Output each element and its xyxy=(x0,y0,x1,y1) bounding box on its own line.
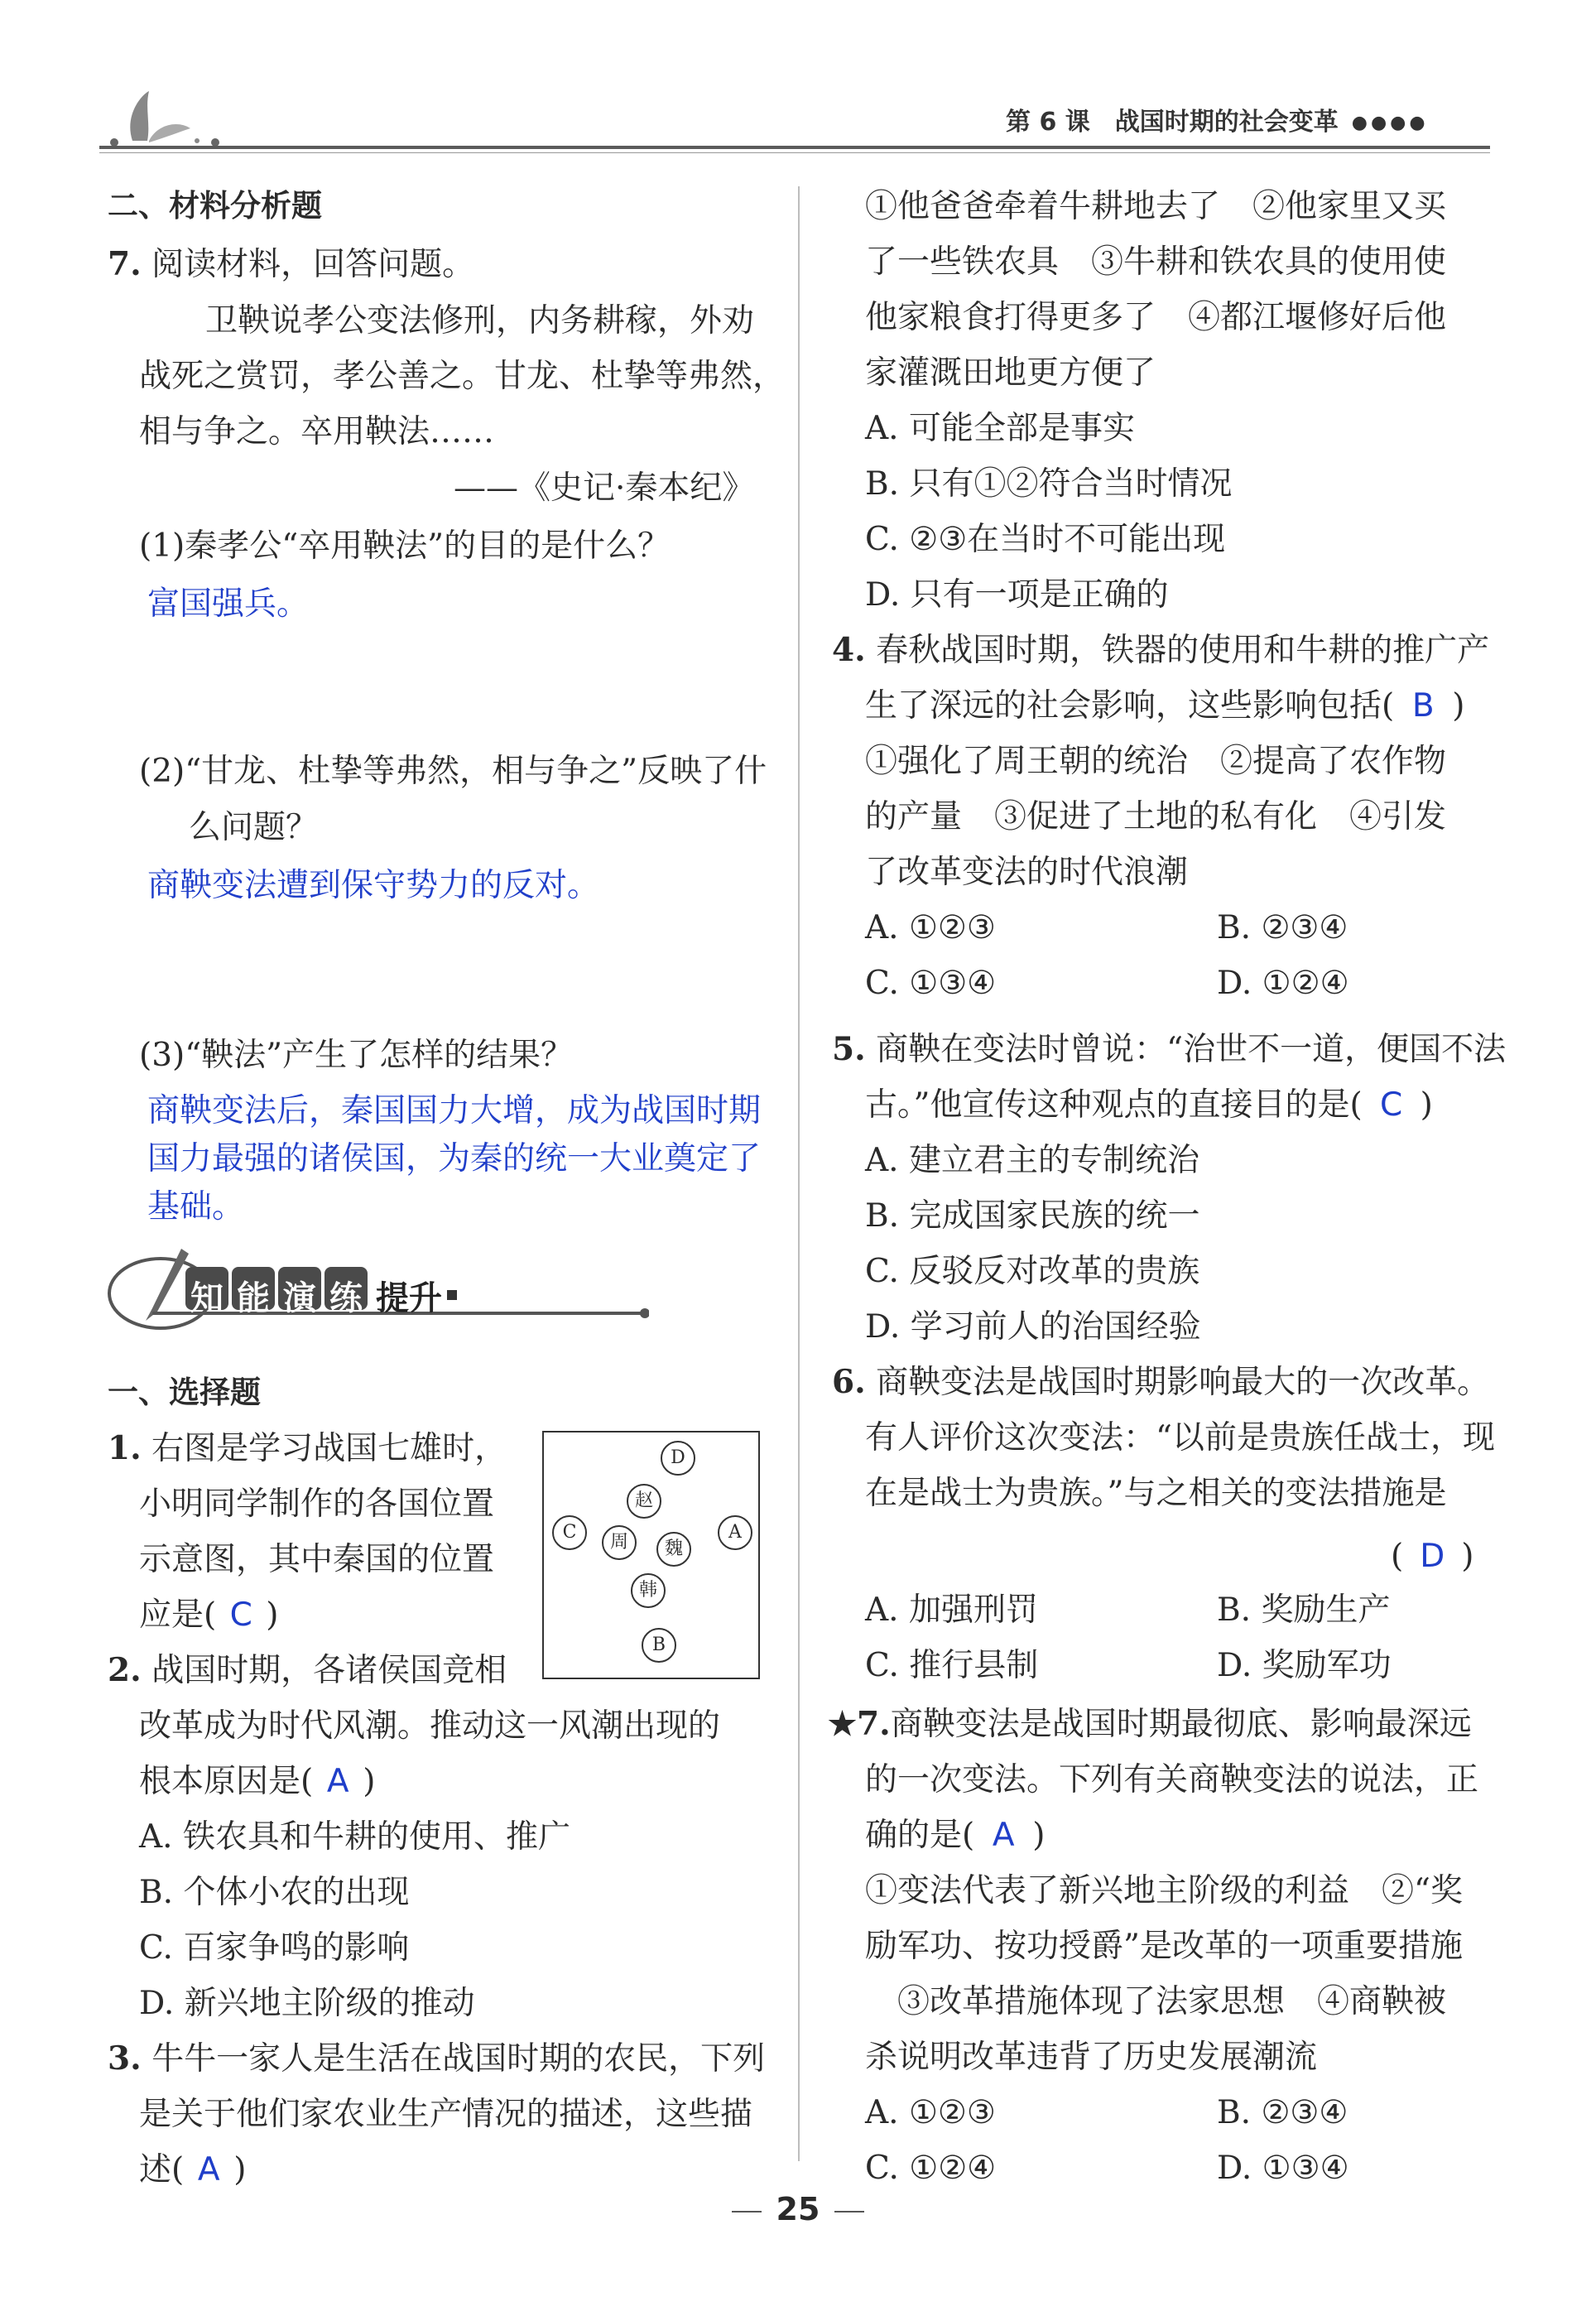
q3-number: 3. xyxy=(108,2039,142,2078)
q5-text: 古。”他宣传这种观点的直接目的是( xyxy=(865,1086,1363,1124)
q6-option-c: C. 推行县制 xyxy=(865,1647,1039,1684)
q3-line xyxy=(139,2151,247,2188)
q6-line: 有人评价这次变法：“以前是贵族任战士，现 xyxy=(865,1419,1495,1457)
page-number-text: 25 xyxy=(776,2191,820,2227)
q2-text: 根本原因是( xyxy=(139,1763,314,1800)
q1-line xyxy=(139,1596,279,1634)
q6-answer-bracket xyxy=(1391,1538,1474,1575)
q5-line xyxy=(865,1086,1433,1124)
q3-line: 是关于他们家农业生产情况的描述，这些描 xyxy=(139,2096,753,2133)
q6-open: ( xyxy=(1391,1538,1404,1575)
q7-sub2: (2)“甘龙、杜挚等弗然，相与争之”反映了什 xyxy=(139,753,767,790)
header-logo xyxy=(99,83,232,152)
q2-line: 改革成为时代风潮。推动这一风潮出现的 xyxy=(139,1707,721,1745)
q3-answer: A xyxy=(197,2151,220,2188)
q5-option: C. 反驳反对改革的贵族 xyxy=(865,1253,1200,1290)
q3-item-line: 了一些铁农具 ③牛耕和铁农具的使用使 xyxy=(865,243,1447,281)
q7b-option-b: B. ②③④ xyxy=(1217,2094,1348,2131)
q6-answer: D xyxy=(1420,1538,1445,1575)
section-material-title: 二、材料分析题 xyxy=(108,188,322,224)
q2-text: 战国时期，各诸侯国竞相 xyxy=(151,1652,507,1689)
q4-answer: B xyxy=(1411,687,1435,725)
q1-answer: C xyxy=(229,1596,252,1634)
q3-text: 牛牛一家人是生活在战国时期的农民，下列 xyxy=(151,2040,766,2078)
header-rule-thin xyxy=(99,152,1490,153)
header-dots: ●●●● xyxy=(1351,113,1429,133)
q7b-option-c: C. ①②④ xyxy=(865,2150,997,2187)
q1-line xyxy=(108,1429,507,1467)
q1-text: 右图是学习战国七雄时， xyxy=(151,1430,507,1467)
q7b-text: 确的是( xyxy=(865,1817,975,1854)
q2-line xyxy=(108,1651,507,1689)
q7-source: ——《史记·秦本纪》 xyxy=(454,469,755,507)
map-state-c: C xyxy=(552,1515,587,1550)
q2-option: D. 新兴地主阶级的推动 xyxy=(139,1985,475,2022)
section-banner xyxy=(103,1242,649,1333)
q6-close: ) xyxy=(1461,1538,1474,1575)
q7b-line xyxy=(865,1817,1046,1854)
column-divider xyxy=(798,186,800,2161)
q2-answer: A xyxy=(326,1763,349,1800)
map-state-wei: 魏 xyxy=(656,1532,691,1567)
q5-option: B. 完成国家民族的统一 xyxy=(865,1197,1200,1235)
q5-answer: C xyxy=(1380,1086,1403,1124)
q7-material-line: 卫鞅说孝公变法修刑，内务耕稼，外劝 xyxy=(205,302,755,339)
q7-answer3-line: 国力最强的诸侯国，为秦的统一大业奠定了 xyxy=(147,1140,762,1177)
banner-label-suffix: 提升 xyxy=(376,1279,442,1317)
map-state-zhou: 周 xyxy=(602,1525,637,1560)
q3-text: 述( xyxy=(139,2151,185,2188)
q7-material-line: 战死之赏罚，孝公善之。甘龙、杜挚等弗然， xyxy=(139,358,786,395)
q7b-option-a: A. ①②③ xyxy=(865,2094,996,2131)
map-state-b: B xyxy=(642,1628,676,1663)
q4-option-c: C. ①③④ xyxy=(865,965,997,1002)
q7-answer1: 富国强兵。 xyxy=(147,585,310,623)
q6-line: 在是战士为贵族。”与之相关的变法措施是 xyxy=(865,1475,1447,1512)
q5-number: 5. xyxy=(832,1030,866,1068)
q6-text: 商鞅变法是战国时期影响最大的一次改革。 xyxy=(876,1364,1490,1401)
banner-label: 知能演练 xyxy=(190,1279,376,1317)
map-state-a: A xyxy=(718,1515,752,1550)
q3-option: A. 可能全部是事实 xyxy=(865,410,1135,447)
q3-option: B. 只有①②符合当时情况 xyxy=(865,465,1233,503)
q7-sub2-cont: 么问题？ xyxy=(189,809,319,846)
q7b-item-line: ①变法代表了新兴地主阶级的利益 ②“奖 xyxy=(865,1872,1463,1909)
header-rule xyxy=(99,146,1490,149)
q3-item-line: 他家粮食打得更多了 ④都江堰修好后他 xyxy=(865,299,1447,336)
q5-option: A. 建立君主的专制统治 xyxy=(865,1142,1199,1179)
map-state-zhao: 赵 xyxy=(627,1484,661,1519)
q3-option: D. 只有一项是正确的 xyxy=(865,576,1169,614)
q5-close: ) xyxy=(1420,1086,1433,1124)
q7-text: 阅读材料，回答问题。 xyxy=(151,246,475,283)
q6-option-a: A. 加强刑罚 xyxy=(865,1591,1038,1629)
q6-number: 6. xyxy=(832,1363,866,1401)
q4-line xyxy=(865,687,1465,725)
q6-option-b: B. 奖励生产 xyxy=(1217,1591,1391,1629)
q7b-item-line: ③改革措施体现了法家思想 ④商鞅被 xyxy=(865,1983,1447,2020)
q3-item-line: 家灌溉田地更方便了 xyxy=(865,354,1156,392)
q1-text: 应是( xyxy=(139,1596,217,1634)
q5-line xyxy=(832,1030,1507,1068)
q4-text: 生了深远的社会影响，这些影响包括( xyxy=(865,687,1395,725)
q7b-close: ) xyxy=(1032,1817,1046,1854)
q7-stem xyxy=(108,245,475,283)
q1-line: 示意图，其中秦国的位置 xyxy=(139,1541,495,1578)
q4-option-a: A. ①②③ xyxy=(865,909,996,946)
q7b-line: 的一次变法。下列有关商鞅变法的说法，正 xyxy=(865,1761,1479,1798)
q2-option: B. 个体小农的出现 xyxy=(139,1874,410,1911)
q4-option-d: D. ①②④ xyxy=(1217,965,1349,1002)
warring-states-map xyxy=(542,1431,760,1679)
q4-item-line: ①强化了周王朝的统治 ②提高了农作物 xyxy=(865,743,1447,780)
q7-answer2: 商鞅变法遭到保守势力的反对。 xyxy=(147,867,600,904)
q4-close: ) xyxy=(1452,687,1465,725)
page-number xyxy=(0,2191,1596,2227)
q7-material-line: 相与争之。卒用鞅法…… xyxy=(139,413,495,450)
header-title xyxy=(1006,101,1429,137)
q7b-line xyxy=(828,1705,1472,1743)
q3-close: ) xyxy=(233,2151,247,2188)
q1-line: 小明同学制作的各国位置 xyxy=(139,1485,495,1523)
section-choice-title: 一、选择题 xyxy=(108,1375,261,1410)
q3-line xyxy=(108,2039,766,2078)
q2-option: C. 百家争鸣的影响 xyxy=(139,1929,410,1967)
q7b-item-line: 杀说明改革违背了历史发展潮流 xyxy=(865,2039,1318,2076)
q4-option-b: B. ②③④ xyxy=(1217,909,1348,946)
q6-option-d: D. 奖励军功 xyxy=(1217,1647,1392,1684)
q7b-number: ★7. xyxy=(828,1705,891,1743)
map-state-han: 韩 xyxy=(631,1573,666,1608)
q7-sub3: (3)“鞅法”产生了怎样的结果？ xyxy=(139,1037,574,1074)
q6-line xyxy=(832,1363,1490,1401)
q2-number: 2. xyxy=(108,1651,142,1689)
q2-line xyxy=(139,1765,375,1798)
q5-text: 商鞅在变法时曾说：“治世不一道，便国不法 xyxy=(876,1031,1507,1068)
q1-number: 1. xyxy=(108,1429,142,1467)
q7-number: 7. xyxy=(108,245,142,283)
q7b-text: 商鞅变法是战国时期最彻底、影响最深远 xyxy=(890,1706,1472,1743)
q3-option: C. ②③在当时不可能出现 xyxy=(865,521,1226,558)
q7b-answer: A xyxy=(992,1817,1015,1854)
q4-number: 4. xyxy=(832,631,866,669)
q2-option: A. 铁农具和牛耕的使用、推广 xyxy=(139,1818,570,1856)
q4-item-line: 了改革变法的时代浪潮 xyxy=(865,854,1189,891)
q7-answer3-line: 商鞅变法后，秦国国力大增，成为战国时期 xyxy=(147,1092,762,1129)
q4-text: 春秋战国时期，铁器的使用和牛耕的推广产 xyxy=(876,632,1490,669)
q7-sub1: (1)秦孝公“卒用鞅法”的目的是什么？ xyxy=(139,527,671,565)
lesson-title: 战国时期的社会变革 xyxy=(1114,108,1339,137)
map-state-d: D xyxy=(661,1441,695,1476)
lesson-number: 第 6 课 xyxy=(1006,108,1090,137)
q7b-option-d: D. ①③④ xyxy=(1217,2150,1349,2187)
q4-item-line: 的产量 ③促进了土地的私有化 ④引发 xyxy=(865,798,1447,835)
q2-close: ) xyxy=(363,1763,376,1800)
q7-answer3-line: 基础。 xyxy=(147,1188,245,1225)
q3-item-line: ①他爸爸牵着牛耕地去了 ②他家里又买 xyxy=(865,188,1447,225)
q1-close: ) xyxy=(266,1596,279,1634)
q5-option: D. 学习前人的治国经验 xyxy=(865,1308,1201,1346)
q7b-item-line: 励军功、按功授爵”是改革的一项重要措施 xyxy=(865,1928,1463,1965)
q4-line xyxy=(832,631,1490,669)
